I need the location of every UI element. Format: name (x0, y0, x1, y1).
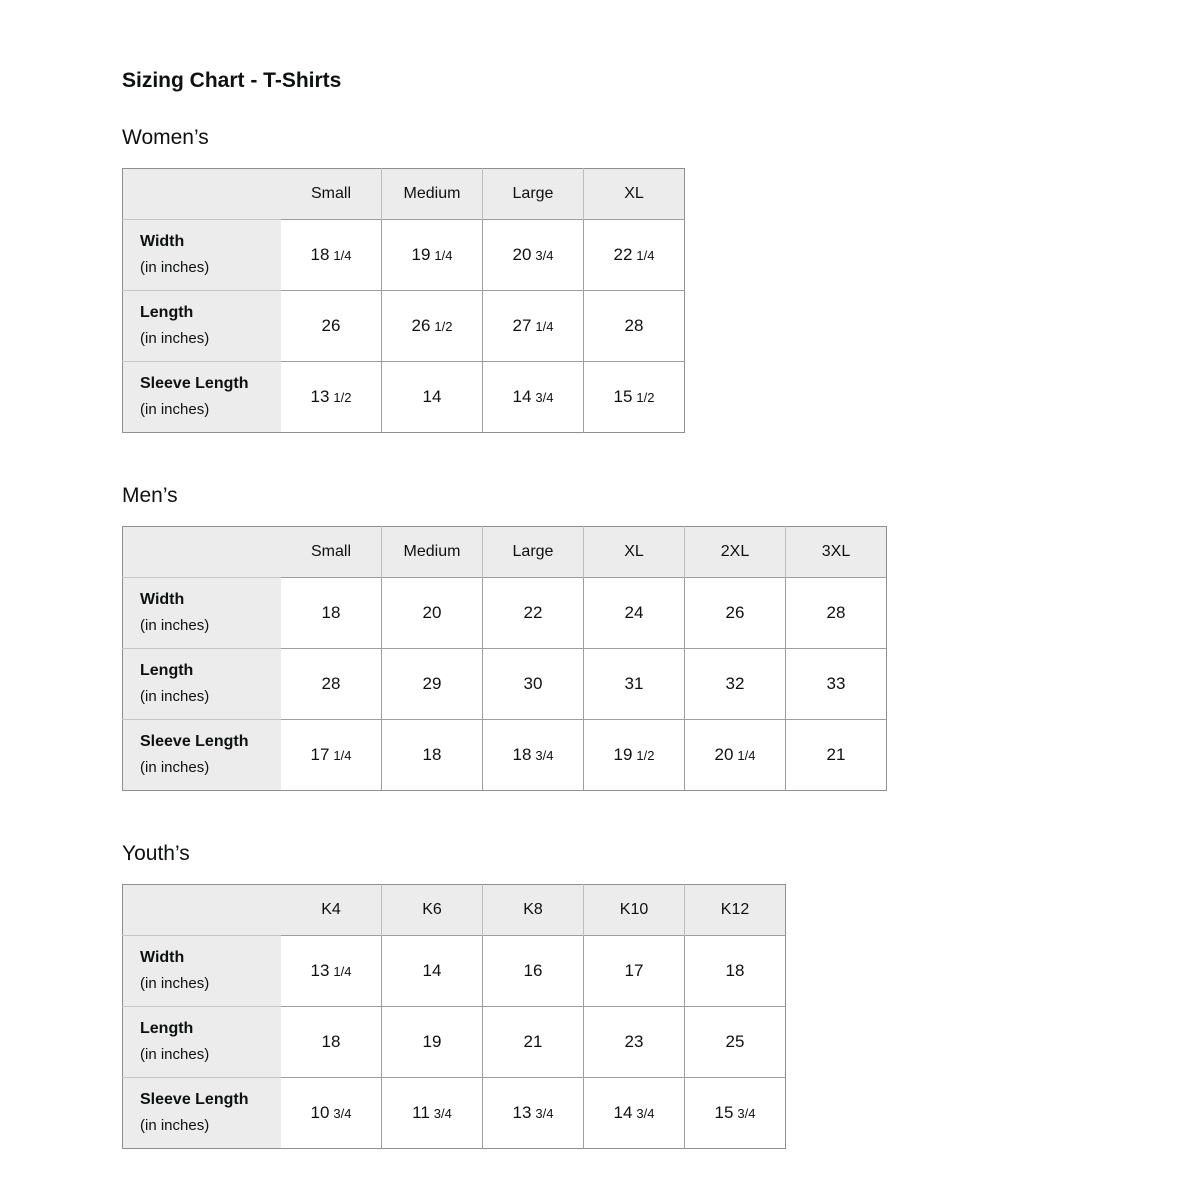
value-whole: 18 (422, 745, 442, 764)
value-whole: 26 (725, 603, 745, 622)
value-fraction: 3/4 (535, 390, 554, 405)
value-whole: 18 (725, 961, 745, 980)
size-column-header: 3XL (786, 527, 887, 578)
value-whole: 26 (411, 316, 431, 335)
corner-cell (123, 527, 282, 578)
value-whole: 10 (310, 1103, 330, 1122)
section-heading: Men’s (122, 484, 178, 507)
size-value-cell (685, 1007, 786, 1078)
value-whole: 14 (512, 387, 532, 406)
value-whole: 18 (310, 245, 330, 264)
corner-cell (123, 885, 282, 936)
size-table (122, 526, 887, 791)
size-column-header: XL (584, 527, 685, 578)
measurement-unit: (in inches) (140, 401, 210, 418)
size-section (122, 842, 1200, 1149)
measurement-row (123, 291, 685, 362)
measurement-unit: (in inches) (140, 1117, 210, 1134)
size-column-header: Medium (382, 527, 483, 578)
measurement-name: Width (140, 233, 185, 250)
size-value-cell (382, 578, 483, 649)
value-whole: 14 (422, 961, 442, 980)
value-fraction: 3/4 (535, 1106, 554, 1121)
value-whole: 28 (321, 674, 341, 693)
value-whole: 20 (512, 245, 532, 264)
row-label-cell (123, 362, 282, 433)
value-whole: 22 (613, 245, 633, 264)
measurement-name: Length (140, 1020, 194, 1037)
value-whole: 32 (725, 674, 745, 693)
measurement-name: Length (140, 304, 194, 321)
size-value-cell (281, 291, 382, 362)
size-value-cell (281, 720, 382, 791)
value-whole: 13 (310, 387, 330, 406)
value-fraction: 1/4 (535, 319, 554, 334)
size-value-cell (281, 362, 382, 433)
value-whole: 20 (422, 603, 442, 622)
value-fraction: 3/4 (433, 1106, 452, 1121)
size-value-cell (281, 1007, 382, 1078)
row-label-cell (123, 1007, 282, 1078)
measurement-name: Length (140, 662, 194, 679)
size-value-cell (584, 649, 685, 720)
size-value-cell (483, 220, 584, 291)
page-title: Sizing Chart - T-Shirts (122, 69, 342, 92)
measurement-row (123, 220, 685, 291)
value-whole: 29 (422, 674, 442, 693)
value-fraction: 3/4 (535, 748, 554, 763)
value-whole: 27 (512, 316, 532, 335)
size-table (122, 884, 786, 1149)
row-label-cell (123, 1078, 282, 1149)
size-value-cell (483, 936, 584, 1007)
value-fraction: 1/4 (333, 248, 352, 263)
value-fraction: 1/2 (636, 390, 655, 405)
size-value-cell (584, 220, 685, 291)
value-fraction: 1/2 (333, 390, 352, 405)
size-value-cell (382, 1078, 483, 1149)
value-whole: 11 (412, 1103, 430, 1122)
size-value-cell (281, 1078, 382, 1149)
row-label-cell (123, 220, 282, 291)
measurement-unit: (in inches) (140, 617, 210, 634)
value-whole: 19 (422, 1032, 442, 1051)
size-value-cell (584, 1078, 685, 1149)
value-whole: 31 (624, 674, 644, 693)
section-heading: Youth’s (122, 842, 190, 865)
size-value-cell (382, 649, 483, 720)
value-whole: 17 (310, 745, 330, 764)
value-fraction: 1/4 (333, 748, 352, 763)
size-column-header: Large (483, 169, 584, 220)
measurement-row (123, 1007, 786, 1078)
size-value-cell (584, 362, 685, 433)
size-value-cell (483, 291, 584, 362)
value-whole: 24 (624, 603, 644, 622)
size-value-cell (685, 649, 786, 720)
size-value-cell (382, 720, 483, 791)
measurement-name: Sleeve Length (140, 1091, 249, 1108)
size-column-header: XL (584, 169, 685, 220)
value-whole: 21 (523, 1032, 543, 1051)
size-header-row (123, 885, 786, 936)
value-whole: 23 (624, 1032, 644, 1051)
value-whole: 22 (523, 603, 543, 622)
size-value-cell (685, 1078, 786, 1149)
measurement-name: Width (140, 949, 185, 966)
row-label-cell (123, 578, 282, 649)
size-table (122, 168, 685, 433)
value-fraction: 3/4 (333, 1106, 352, 1121)
size-section (122, 126, 1200, 433)
value-whole: 17 (624, 961, 644, 980)
size-value-cell (483, 720, 584, 791)
measurement-row (123, 936, 786, 1007)
value-whole: 20 (714, 745, 734, 764)
value-whole: 28 (624, 316, 644, 335)
size-value-cell (382, 291, 483, 362)
size-value-cell (281, 936, 382, 1007)
value-whole: 13 (310, 961, 330, 980)
size-value-cell (483, 362, 584, 433)
size-value-cell (584, 291, 685, 362)
measurement-unit: (in inches) (140, 330, 210, 347)
size-value-cell (483, 649, 584, 720)
size-value-cell (281, 649, 382, 720)
measurement-name: Sleeve Length (140, 733, 249, 750)
value-fraction: 1/4 (434, 248, 453, 263)
size-column-header: K12 (685, 885, 786, 936)
size-column-header: Small (281, 169, 382, 220)
value-whole: 21 (826, 745, 846, 764)
measurement-row (123, 578, 887, 649)
size-value-cell (786, 720, 887, 791)
size-value-cell (483, 1007, 584, 1078)
corner-cell (123, 169, 282, 220)
measurement-row (123, 649, 887, 720)
size-column-header: Small (281, 527, 382, 578)
size-header-row (123, 169, 685, 220)
measurement-unit: (in inches) (140, 688, 210, 705)
size-value-cell (483, 578, 584, 649)
value-fraction: 1/4 (636, 248, 655, 263)
size-column-header: K4 (281, 885, 382, 936)
value-whole: 28 (826, 603, 846, 622)
size-column-header: K6 (382, 885, 483, 936)
value-whole: 18 (321, 1032, 341, 1051)
size-value-cell (786, 578, 887, 649)
value-fraction: 1/4 (737, 748, 756, 763)
size-value-cell (584, 936, 685, 1007)
size-column-header: Large (483, 527, 584, 578)
row-label-cell (123, 291, 282, 362)
size-value-cell (382, 362, 483, 433)
size-value-cell (685, 720, 786, 791)
row-label-cell (123, 720, 282, 791)
value-whole: 18 (321, 603, 341, 622)
value-fraction: 1/2 (434, 319, 453, 334)
measurement-unit: (in inches) (140, 759, 210, 776)
value-whole: 15 (714, 1103, 734, 1122)
value-whole: 30 (523, 674, 543, 693)
size-value-cell (483, 1078, 584, 1149)
value-whole: 15 (613, 387, 633, 406)
measurement-row (123, 1078, 786, 1149)
value-whole: 25 (725, 1032, 745, 1051)
size-value-cell (584, 578, 685, 649)
size-column-header: 2XL (685, 527, 786, 578)
size-value-cell (382, 220, 483, 291)
size-value-cell (685, 936, 786, 1007)
size-value-cell (281, 220, 382, 291)
value-fraction: 3/4 (535, 248, 554, 263)
size-value-cell (584, 720, 685, 791)
row-label-cell (123, 936, 282, 1007)
value-fraction: 3/4 (737, 1106, 756, 1121)
size-value-cell (685, 578, 786, 649)
measurement-unit: (in inches) (140, 975, 210, 992)
size-value-cell (786, 649, 887, 720)
size-column-header: Medium (382, 169, 483, 220)
measurement-row (123, 362, 685, 433)
value-whole: 19 (613, 745, 633, 764)
measurement-name: Sleeve Length (140, 375, 249, 392)
value-fraction: 1/4 (333, 964, 352, 979)
sections-container (122, 126, 1200, 1149)
value-whole: 16 (523, 961, 543, 980)
size-value-cell (382, 1007, 483, 1078)
value-whole: 14 (613, 1103, 633, 1122)
measurement-row (123, 720, 887, 791)
measurement-name: Width (140, 591, 185, 608)
size-value-cell (382, 936, 483, 1007)
row-label-cell (123, 649, 282, 720)
size-column-header: K10 (584, 885, 685, 936)
value-whole: 13 (512, 1103, 532, 1122)
value-fraction: 3/4 (636, 1106, 655, 1121)
value-whole: 33 (826, 674, 846, 693)
value-whole: 19 (411, 245, 431, 264)
section-heading: Women’s (122, 126, 209, 149)
value-whole: 14 (422, 387, 442, 406)
value-whole: 26 (321, 316, 341, 335)
measurement-unit: (in inches) (140, 1046, 210, 1063)
size-section (122, 484, 1200, 791)
size-column-header: K8 (483, 885, 584, 936)
value-whole: 18 (512, 745, 532, 764)
measurement-unit: (in inches) (140, 259, 210, 276)
size-value-cell (281, 578, 382, 649)
size-value-cell (584, 1007, 685, 1078)
size-header-row (123, 527, 887, 578)
value-fraction: 1/2 (636, 748, 655, 763)
